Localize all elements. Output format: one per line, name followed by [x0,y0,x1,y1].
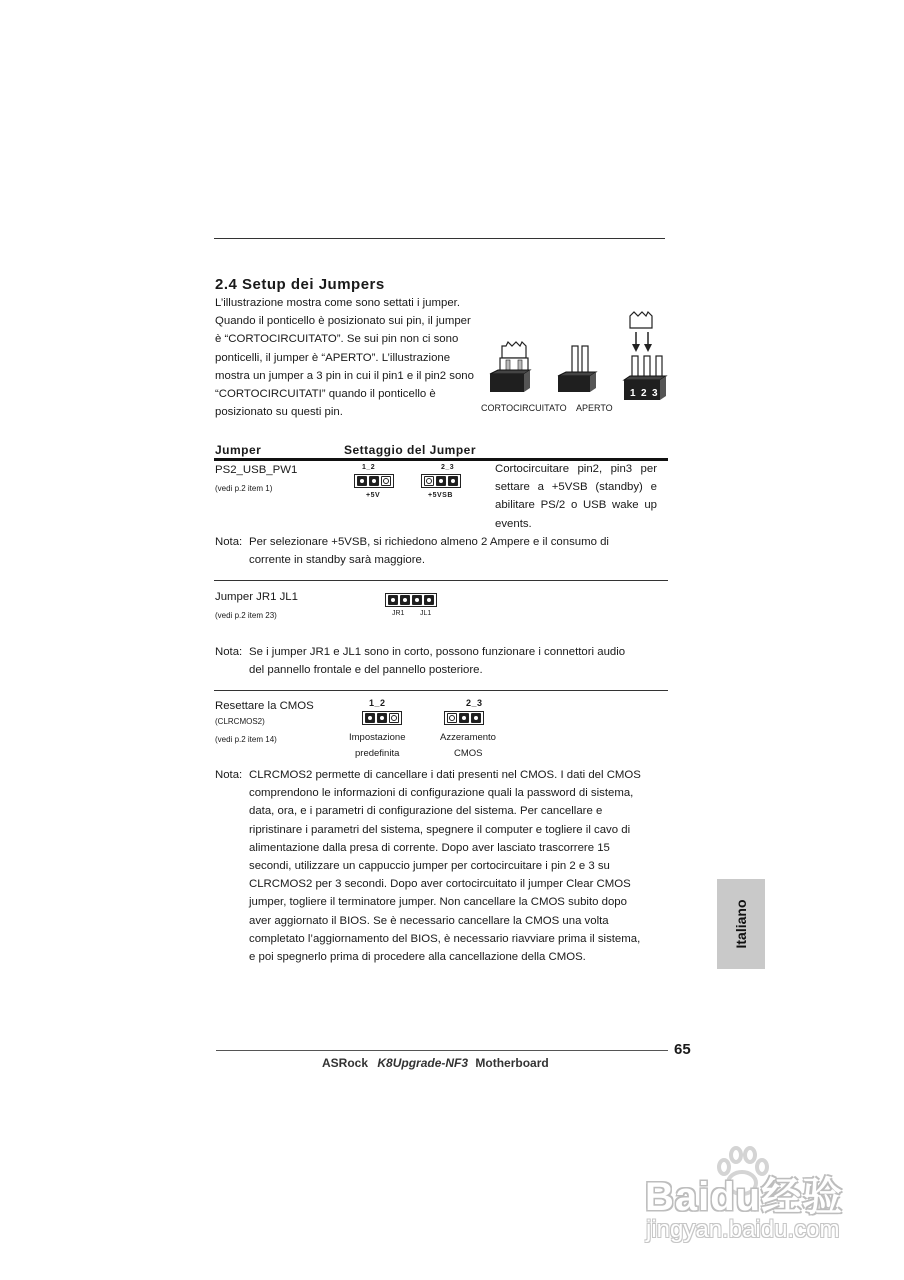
row-divider [214,580,668,581]
desc-line: events. [495,517,532,530]
note-line: alimentazione dalla presa di corrente. Dopo aver lasciato trascorrere 15 [249,841,610,854]
pin [436,476,446,486]
jr1-note [249,643,669,679]
pin [377,713,387,723]
intro-line: è “CORTOCIRCUITATO”. Se sui pin non ci sono [215,333,459,346]
ps2-opt1-bottom-label: +5V [366,492,381,499]
jr1-jumper-name: Jumper JR1 JL1 [215,591,298,603]
pin-number-1: 1 [630,388,636,399]
pin-number-3: 3 [652,388,658,399]
open-jumper-figure [558,346,596,392]
pin [424,595,434,605]
cmos-opt1-top-label: 1_2 [369,698,386,708]
desc-line: abilitare PS/2 o USB wake up [495,499,657,512]
cmos-opt2-top-label: 2_3 [466,698,483,708]
language-tab-label: Italiano [733,899,749,949]
pin [357,476,367,486]
ps2-note-label: Nota: [215,536,243,548]
intro-line: mostra un jumper a 3 pin in cui il pin1 e il pin2 sono [215,369,474,382]
cmos-opt1-pins [362,711,402,725]
cmos-sub: (CLRCMOS2) [215,717,265,726]
ps2-opt1-pins [354,474,394,488]
pin [412,595,422,605]
open-label: APERTO [576,403,613,413]
shorted-jumper-figure [490,342,530,392]
note-line: ripristinare i parametri del sistema, spegnere il computer e togliere il cavo di [249,823,631,836]
language-tab [717,879,765,969]
watermark-url: jingyan.baidu.com [646,1216,840,1243]
page-number: 65 [674,1041,691,1058]
cmos-ref: (vedi p.2 item 14) [215,735,277,744]
note-line: Se i jumper JR1 e JL1 sono in corto, possono funzionare i connettori audio [249,646,626,658]
jumper-illustration [484,308,674,404]
desc-line: settare a +5VSB (standby) e [495,481,657,494]
footer-caption [322,1056,549,1070]
cmos-note-label: Nota: [215,769,243,781]
note-line: Per selezionare +5VSB, si richiedono almeno 2 Ampere e il consumo di [249,536,609,548]
intro-paragraph [215,294,479,421]
col-header-setting: Settaggio del Jumper [344,443,477,457]
pin [447,713,457,723]
note-line: data, ora, e i parametri di configurazione del sistema. Per cancellare e [249,805,603,818]
pin [471,713,481,723]
ps2-opt2-pins [421,474,461,488]
note-line: CLRCMOS2 permette di cancellare i dati presenti nel CMOS. I dati del CMOS [249,769,641,781]
note-line: jumper, togliere il terminatore jumper. Non cancellare la CMOS subito dopo [249,896,627,909]
pin [448,476,458,486]
cmos-opt1-line1: Impostazione [349,732,406,743]
ps2-opt1-top-label: 1_2 [362,464,376,471]
pin-number-2: 2 [641,388,647,399]
jr1-ref: (vedi p.2 item 23) [215,611,277,620]
footer-product: Motherboard [475,1056,549,1070]
footer-brand: ASRock [322,1056,369,1070]
note-line: comprendono le informazioni di configurazione quali la password di sistema, [249,787,634,800]
cmos-note [249,766,674,966]
footer-rule [216,1050,668,1051]
jl1-label: JL1 [420,610,432,617]
pin [388,595,398,605]
intro-line: L’illustrazione mostra come sono settati i jumper. [215,297,461,309]
intro-line: Quando il ponticello è posizionato sui pin, il jumper [215,315,471,328]
col-header-jumper: Jumper [215,443,262,457]
jr1-note-label: Nota: [215,646,243,658]
pin [424,476,434,486]
watermark-brand: Baidu经验 [645,1175,844,1219]
top-rule [214,238,665,239]
cmos-opt2-line1: Azzeramento [440,732,496,743]
pin [389,713,399,723]
ps2-description [495,460,657,533]
ps2-note [249,533,669,569]
cmos-opt2-pins [444,711,484,725]
note-line: aver aggiornato il BIOS. Se è necessario cancellare la CMOS una volta [249,914,609,927]
pin [365,713,375,723]
pin [381,476,391,486]
pin [369,476,379,486]
ps2-opt2-bottom-label: +5VSB [428,492,453,499]
section-title: 2.4 Setup dei Jumpers [215,276,385,293]
pin [459,713,469,723]
note-line: completato l’aggiornamento del BIOS, è necessario riavviare prima il sistema, [249,932,641,945]
note-line: del pannello frontale e del pannello posteriore. [249,664,483,677]
pin [400,595,410,605]
cmos-jumper-name: Resettare la CMOS [215,700,314,712]
cmos-opt2-line2: CMOS [454,748,483,759]
ps2-jumper-name: PS2_USB_PW1 [215,464,298,476]
footer-model: K8Upgrade-NF3 [377,1056,469,1070]
note-line: corrente in standby sarà maggiore. [249,554,426,567]
ps2-ref: (vedi p.2 item 1) [215,484,273,493]
intro-line: “CORTOCIRCUITATI” quando il ponticello è [215,388,436,401]
note-line: CLRCMOS2 per 3 secondi. Dopo aver cortocircuitato il jumper Clear CMOS [249,878,631,891]
shorted-label: CORTOCIRCUITATO [481,403,567,413]
note-line: e poi spegnerlo prima di procedere alla cancellazione della CMOS. [249,951,586,964]
jr1-label: JR1 [392,610,405,617]
jr1-pins [385,593,437,607]
row-divider [214,690,668,691]
intro-line: ponticelli, il jumper è “APERTO”. L’illustrazione [215,351,451,364]
cmos-opt1-line2: predefinita [355,748,400,759]
desc-line: Cortocircuitare pin2, pin3 per [495,463,657,475]
ps2-opt2-top-label: 2_3 [441,464,455,471]
intro-line: posizionato su questi pin. [215,406,343,419]
three-pin-jumper-figure [624,312,666,400]
note-line: secondi, utilizzare un cappuccio jumper per cortocircuitare i pin 2 e 3 su [249,860,610,873]
